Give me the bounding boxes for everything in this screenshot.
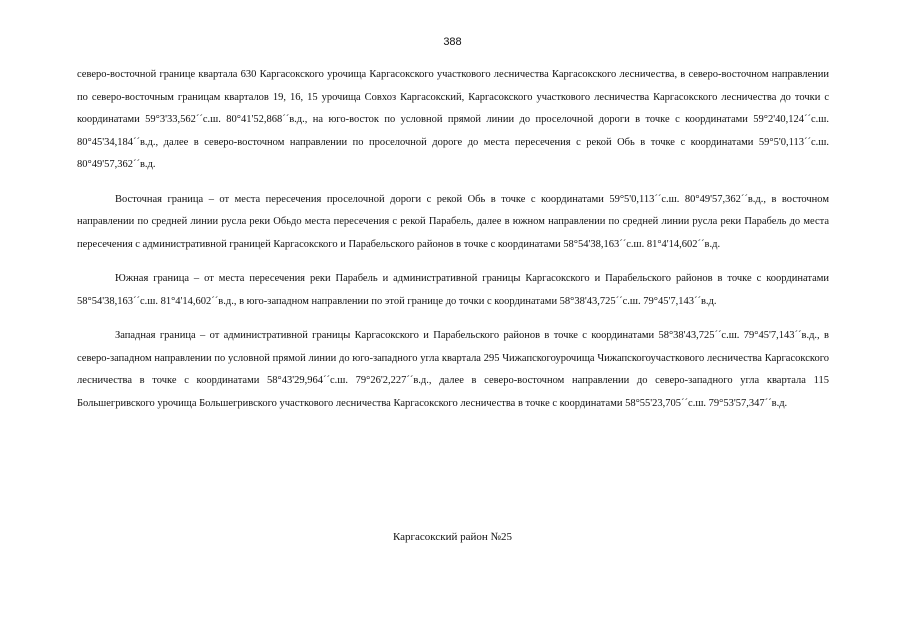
document-body <box>77 64 829 415</box>
paragraph-west-boundary: Западная граница – от административной границы Каргасокского и Парабельского районов в точке с координатами 58°38'43,725´´с.ш. 79°45'7,143´´в.д., в северо-западном направлении по условной прямой линии до юго-западного угла квартала 295 Чижапскогоурочища Чижапскогоучасткового лесничества Каргасокского лесничества в точке с координатами 58°43'29,964´´с.ш. 79°26'2,227´´в.д., далее в северо-восточном направлении до северо-западного угла квартала 115 Большегривского урочища Большегривского участкового лесничества Каргасокского лесничества в точке с координатами 58°55'23,705´´с.ш. 79°53'57,347´´в.д. <box>77 330 829 409</box>
paragraph-east-boundary: Восточная граница – от места пересечения проселочной дороги с рекой Обь в точке с координатами 59°5'0,113´´с.ш. 80°49'57,362´´в.д., в восточном направлении по средней линии русла реки Обьдо места пересечения с рекой Парабель, далее в южном направлении по средней линии русла реки Парабель до места пересечения с административной границей Каргасокского и Парабельского районов в точке с координатами 58°54'38,163´´с.ш. 81°4'14,602´´в.д. <box>77 193 829 250</box>
paragraph-continuation: северо-восточной границе квартала 630 Каргасокского урочища Каргасокского участкового лесничества Каргасокского лесничества, в северо-восточном направлении по северо-восточным границам кварталов 19, 16, 15 урочища Совхоз Каргасокский, Каргасокского участкового лесничества Каргасокского лесничества до точки с координатами 59°3'33,562´´с.ш. 80°41'52,868´´в.д., на юго-восток по условной прямой линии до проселочной дороги в точке с координатами 59°2'40,124´´с.ш. 80°45'34,184´´в.д., далее в северо-восточном направлении по проселочной дороге до места пересечения с рекой Обь в точке с координатами 59°5'0,113´´с.ш. 80°49'57,362´´в.д. <box>77 69 829 170</box>
paragraph-south-boundary: Южная граница – от места пересечения реки Парабель и административной границы Каргасокского и Парабельского районов в точке с координатами 58°54'38,163´´с.ш. 81°4'14,602´´в.д., в юго-западном направлении по этой границе до точки с координатами 58°38'43,725´´с.ш. 79°45'7,143´´в.д. <box>77 273 829 307</box>
section-title: Каргасокский район №25 <box>392 531 513 543</box>
page-number: 388 <box>443 36 462 48</box>
